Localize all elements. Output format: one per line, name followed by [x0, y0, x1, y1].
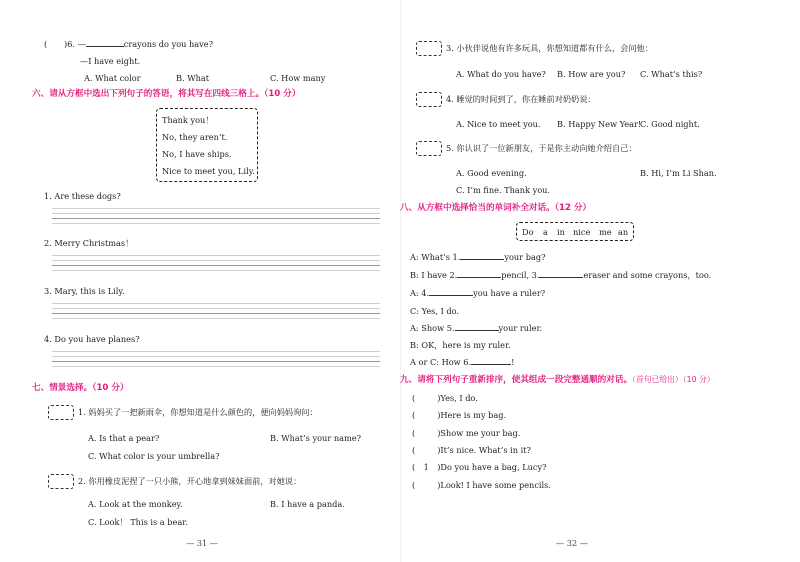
- blank-4[interactable]: [429, 295, 473, 296]
- page-number-31: — 31 —: [186, 538, 218, 548]
- order-item: ( )It’s nice. What’s in it?: [412, 445, 531, 455]
- dialogue-line-6: B: OK，here is my ruler.: [410, 340, 511, 350]
- dialogue-line-4: C: Yes, I do.: [410, 306, 460, 316]
- section6-question-2: 2. Merry Christmas！: [44, 238, 134, 248]
- q3-option-a: A. What do you have?: [456, 69, 546, 79]
- order-slot: 1: [423, 462, 429, 472]
- q6-blank[interactable]: [86, 46, 124, 47]
- q6-answer-line: —I have eight.: [80, 56, 141, 66]
- section7-q2-option-a: A. Look at the monkey.: [88, 499, 183, 509]
- section7-q2-option-b: B. I have a panda.: [270, 499, 345, 509]
- section7-heading: 七、情景选择。（10 分）: [32, 383, 129, 393]
- q6-number: )6. —: [64, 39, 86, 49]
- section9-heading: 九、请将下列句子重新排序，使其组成一段完整通顺的对话。（首句已给出）（10 分）: [400, 375, 715, 385]
- order-item: ( )Look! I have some pencils.: [412, 480, 551, 490]
- q3-option-c: C. What’s this?: [640, 69, 703, 79]
- q6-option-c: C. How many: [270, 73, 326, 83]
- section8-heading: 八、从方框中选择恰当的单词补全对话。（12 分）: [400, 203, 592, 213]
- order-item: ( )Yes, I do.: [412, 393, 478, 403]
- page-divider: [400, 0, 401, 562]
- order-item: ( )Show me your bag.: [412, 428, 521, 438]
- q4-option-b: B. Happy New Year!: [557, 119, 642, 129]
- q5-option-b: B. Hi, I’m Li Shan.: [640, 168, 717, 178]
- order-item: ( 1 )Do you have a bag, Lucy?: [412, 462, 547, 472]
- q4-option-a: A. Nice to meet you.: [456, 119, 541, 129]
- word-box-item: me: [599, 227, 612, 237]
- word-box-item: an: [618, 227, 629, 237]
- q4-option-c: C. Good night.: [640, 119, 700, 129]
- q6-text: crayons do you have?: [123, 39, 214, 49]
- section7-q1-text: 1. 妈妈买了一把新雨伞，你想知道是什么颜色的，便向妈妈询问：: [78, 407, 318, 417]
- section7-q1-option-c: C. What color is your umbrella?: [88, 451, 220, 461]
- blank-5[interactable]: [455, 330, 499, 331]
- word-box-item: Do: [522, 227, 534, 237]
- section7-q2-text: 2. 你用橡皮泥捏了一只小熊，开心地拿到妹妹面前，对她说：: [78, 476, 302, 486]
- section6-question-4: 4. Do you have planes?: [44, 334, 140, 344]
- q5-option-c: C. I’m fine. Thank you.: [456, 185, 551, 195]
- section7-q2-option-c: C. Look！ This is a bear.: [88, 517, 188, 527]
- dialogue-line-2: B: I have 2. pencil, 3. eraser and some crayons，too.: [410, 270, 712, 280]
- section6-heading: 六、请从方框中选出下列句子的答语，将其写在四线三格上。（10 分）: [32, 89, 301, 99]
- answer-box-item: Thank you！: [162, 115, 214, 125]
- answer-bracket-1[interactable]: [48, 405, 74, 420]
- q4-text: 4. 睡觉的时间到了，你在睡前对奶奶说：: [446, 94, 596, 104]
- section7-q1-option-a: A. Is that a pear?: [88, 433, 160, 443]
- q6-option-a: A. What color: [84, 73, 141, 83]
- blank-2[interactable]: [457, 277, 501, 278]
- dialogue-line-3: A: 4. you have a ruler?: [410, 288, 546, 298]
- answer-box-item: Nice to meet you, Lily.: [162, 166, 255, 176]
- answer-bracket-3[interactable]: [416, 41, 442, 56]
- answer-box-item: No, they aren’t.: [162, 132, 228, 142]
- blank-1[interactable]: [460, 259, 504, 260]
- dialogue-line-1: A: What’s 1. your bag?: [410, 252, 546, 262]
- section6-question-3: 3. Mary, this is Lily.: [44, 286, 125, 296]
- dialogue-line-7: A or C: How 6. !: [410, 357, 515, 367]
- section6-question-1: 1. Are these dogs?: [44, 191, 121, 201]
- order-item: ( )Here is my bag.: [412, 410, 507, 420]
- section7-q1-option-b: B. What’s your name?: [270, 433, 361, 443]
- q3-option-b: B. How are you?: [557, 69, 626, 79]
- q5-text: 5. 你认识了一位新朋友，于是你主动向她介绍自己：: [446, 143, 637, 153]
- answer-bracket-4[interactable]: [416, 92, 442, 107]
- answer-box-item: No, I have ships.: [162, 149, 232, 159]
- word-box-item: a: [543, 227, 548, 237]
- q6-option-b: B. What: [176, 73, 210, 83]
- q6-prompt: [64, 40, 213, 48]
- blank-3[interactable]: [539, 277, 583, 278]
- answer-bracket-2[interactable]: [48, 474, 74, 489]
- q5-option-a: A. Good evening.: [456, 168, 527, 178]
- q6-paren-open: (: [44, 39, 48, 49]
- blank-6[interactable]: [471, 364, 511, 365]
- dialogue-line-5: A: Show 5. your ruler.: [410, 323, 543, 333]
- word-box-item: in: [557, 227, 565, 237]
- q3-text: 3. 小伙伴说他有许多玩具，你想知道都有什么，会问他：: [446, 43, 653, 53]
- word-box-item: nice: [573, 227, 591, 237]
- page-number-32: — 32 —: [556, 538, 588, 548]
- answer-bracket-5[interactable]: [416, 141, 442, 156]
